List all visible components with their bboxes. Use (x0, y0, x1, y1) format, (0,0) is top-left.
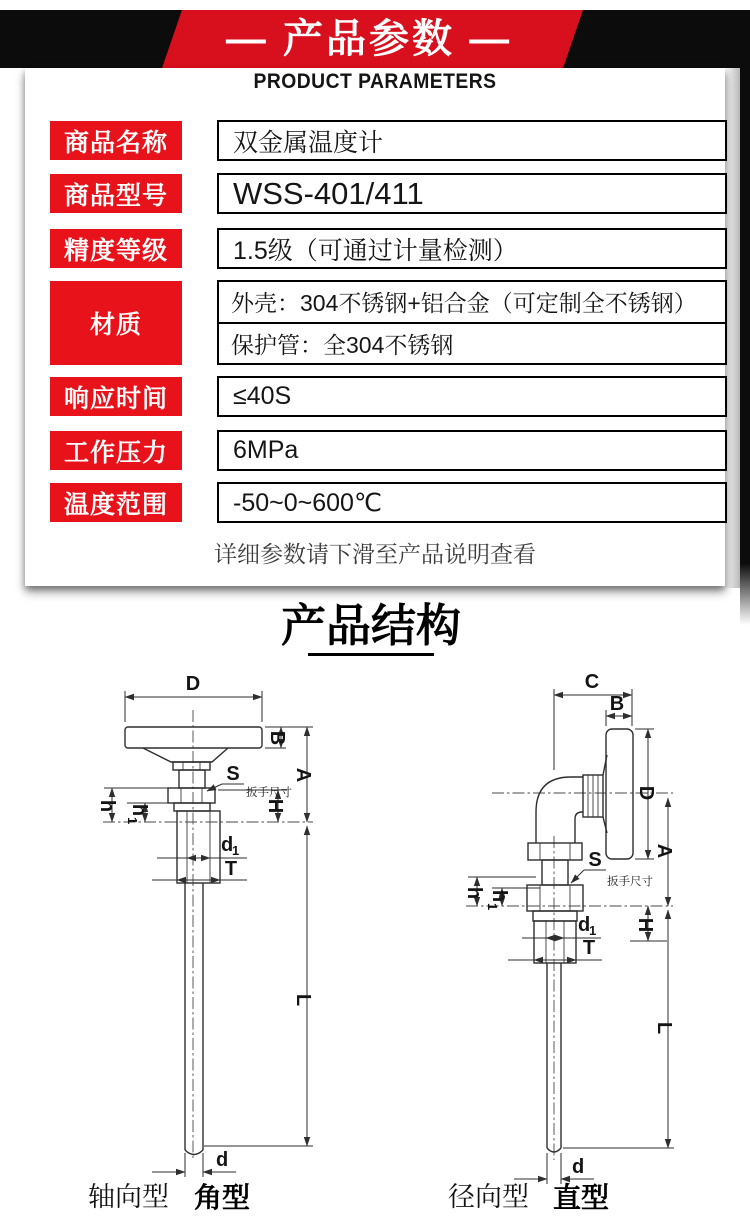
spec-card (25, 68, 725, 586)
dim-h1 (485, 890, 510, 910)
spec-label: 工作压力 (50, 431, 182, 470)
spec-value: 6MPa (217, 430, 727, 471)
dim-d: d (572, 1156, 585, 1178)
dim-C: C (584, 671, 600, 693)
spec-value: -50~0~600℃ (217, 482, 727, 523)
svg-text:1: 1 (125, 817, 140, 825)
dim-L: L (653, 1021, 675, 1035)
wrench-size-note: 扳手尺寸 (607, 876, 653, 888)
svg-text:1: 1 (589, 923, 597, 938)
banner-title: — 产品参数 — (225, 17, 513, 61)
spec-value: 双金属温度计 (217, 120, 727, 161)
dim-D: D (635, 785, 657, 801)
left-figure-type-label: 轴向型 (88, 1182, 169, 1212)
dim-d: d (216, 1149, 229, 1171)
dim-S: S (226, 763, 240, 785)
right-figure-type-label: 径向型 (448, 1182, 529, 1212)
spec-value: ≤40S (217, 376, 727, 417)
svg-text:d: d (578, 914, 591, 936)
dim-B: B (266, 730, 288, 746)
dim-A: A (653, 843, 675, 859)
svg-text:h: h (128, 803, 150, 817)
spec-value: WSS-401/411 (217, 173, 727, 214)
spec-value (217, 280, 727, 365)
structure-drawings (0, 660, 750, 1226)
scroll-hint-note: 详细参数请下滑至产品说明查看 (214, 541, 536, 567)
structure-heading: 产品结构 (280, 600, 461, 651)
dim-T: T (582, 937, 596, 959)
svg-text:d: d (221, 834, 234, 856)
spec-label: 响应时间 (50, 377, 182, 416)
dim-S: S (588, 849, 602, 871)
left-figure-shape-label: 角型 (194, 1182, 251, 1213)
spec-value-line: 保护管：全304不锈钢 (231, 331, 454, 358)
dim-B: B (609, 693, 625, 715)
dim-d1 (578, 914, 596, 938)
spec-label: 温度范围 (50, 483, 182, 522)
right-edge-shadow (725, 68, 740, 588)
dim-L: L (292, 993, 314, 1007)
svg-text:1: 1 (232, 843, 240, 858)
spec-label: 商品型号 (50, 174, 182, 213)
spec-label: 精度等级 (50, 229, 182, 268)
dim-D: D (185, 673, 201, 695)
dim-h: h (96, 799, 118, 813)
spec-label: 材质 (50, 281, 182, 365)
svg-text:1: 1 (485, 903, 500, 911)
dim-h: h (463, 886, 485, 900)
spec-value: 1.5级（可通过计量检测） (217, 228, 727, 269)
dim-h1 (125, 804, 150, 824)
spec-label: 商品名称 (50, 121, 182, 160)
dim-T: T (224, 858, 238, 880)
banner-subtitle: PRODUCT PARAMETERS (253, 70, 497, 93)
wrench-size-note: 扳手尺寸 (246, 787, 292, 799)
right-edge-black-strip (740, 10, 750, 625)
dim-A: A (292, 767, 314, 783)
structure-heading-underline (308, 653, 434, 656)
dim-d1 (221, 834, 239, 858)
dim-H: H (264, 798, 286, 814)
svg-text:h: h (488, 889, 510, 903)
dim-H: H (634, 917, 656, 933)
right-figure-shape-label: 直型 (553, 1182, 610, 1213)
left-figure-axial-angle-type (88, 673, 314, 1213)
right-figure-radial-straight-type (448, 671, 675, 1213)
spec-value-line: 外壳：304不锈钢+铝合金（可定制全不锈钢） (219, 282, 725, 324)
